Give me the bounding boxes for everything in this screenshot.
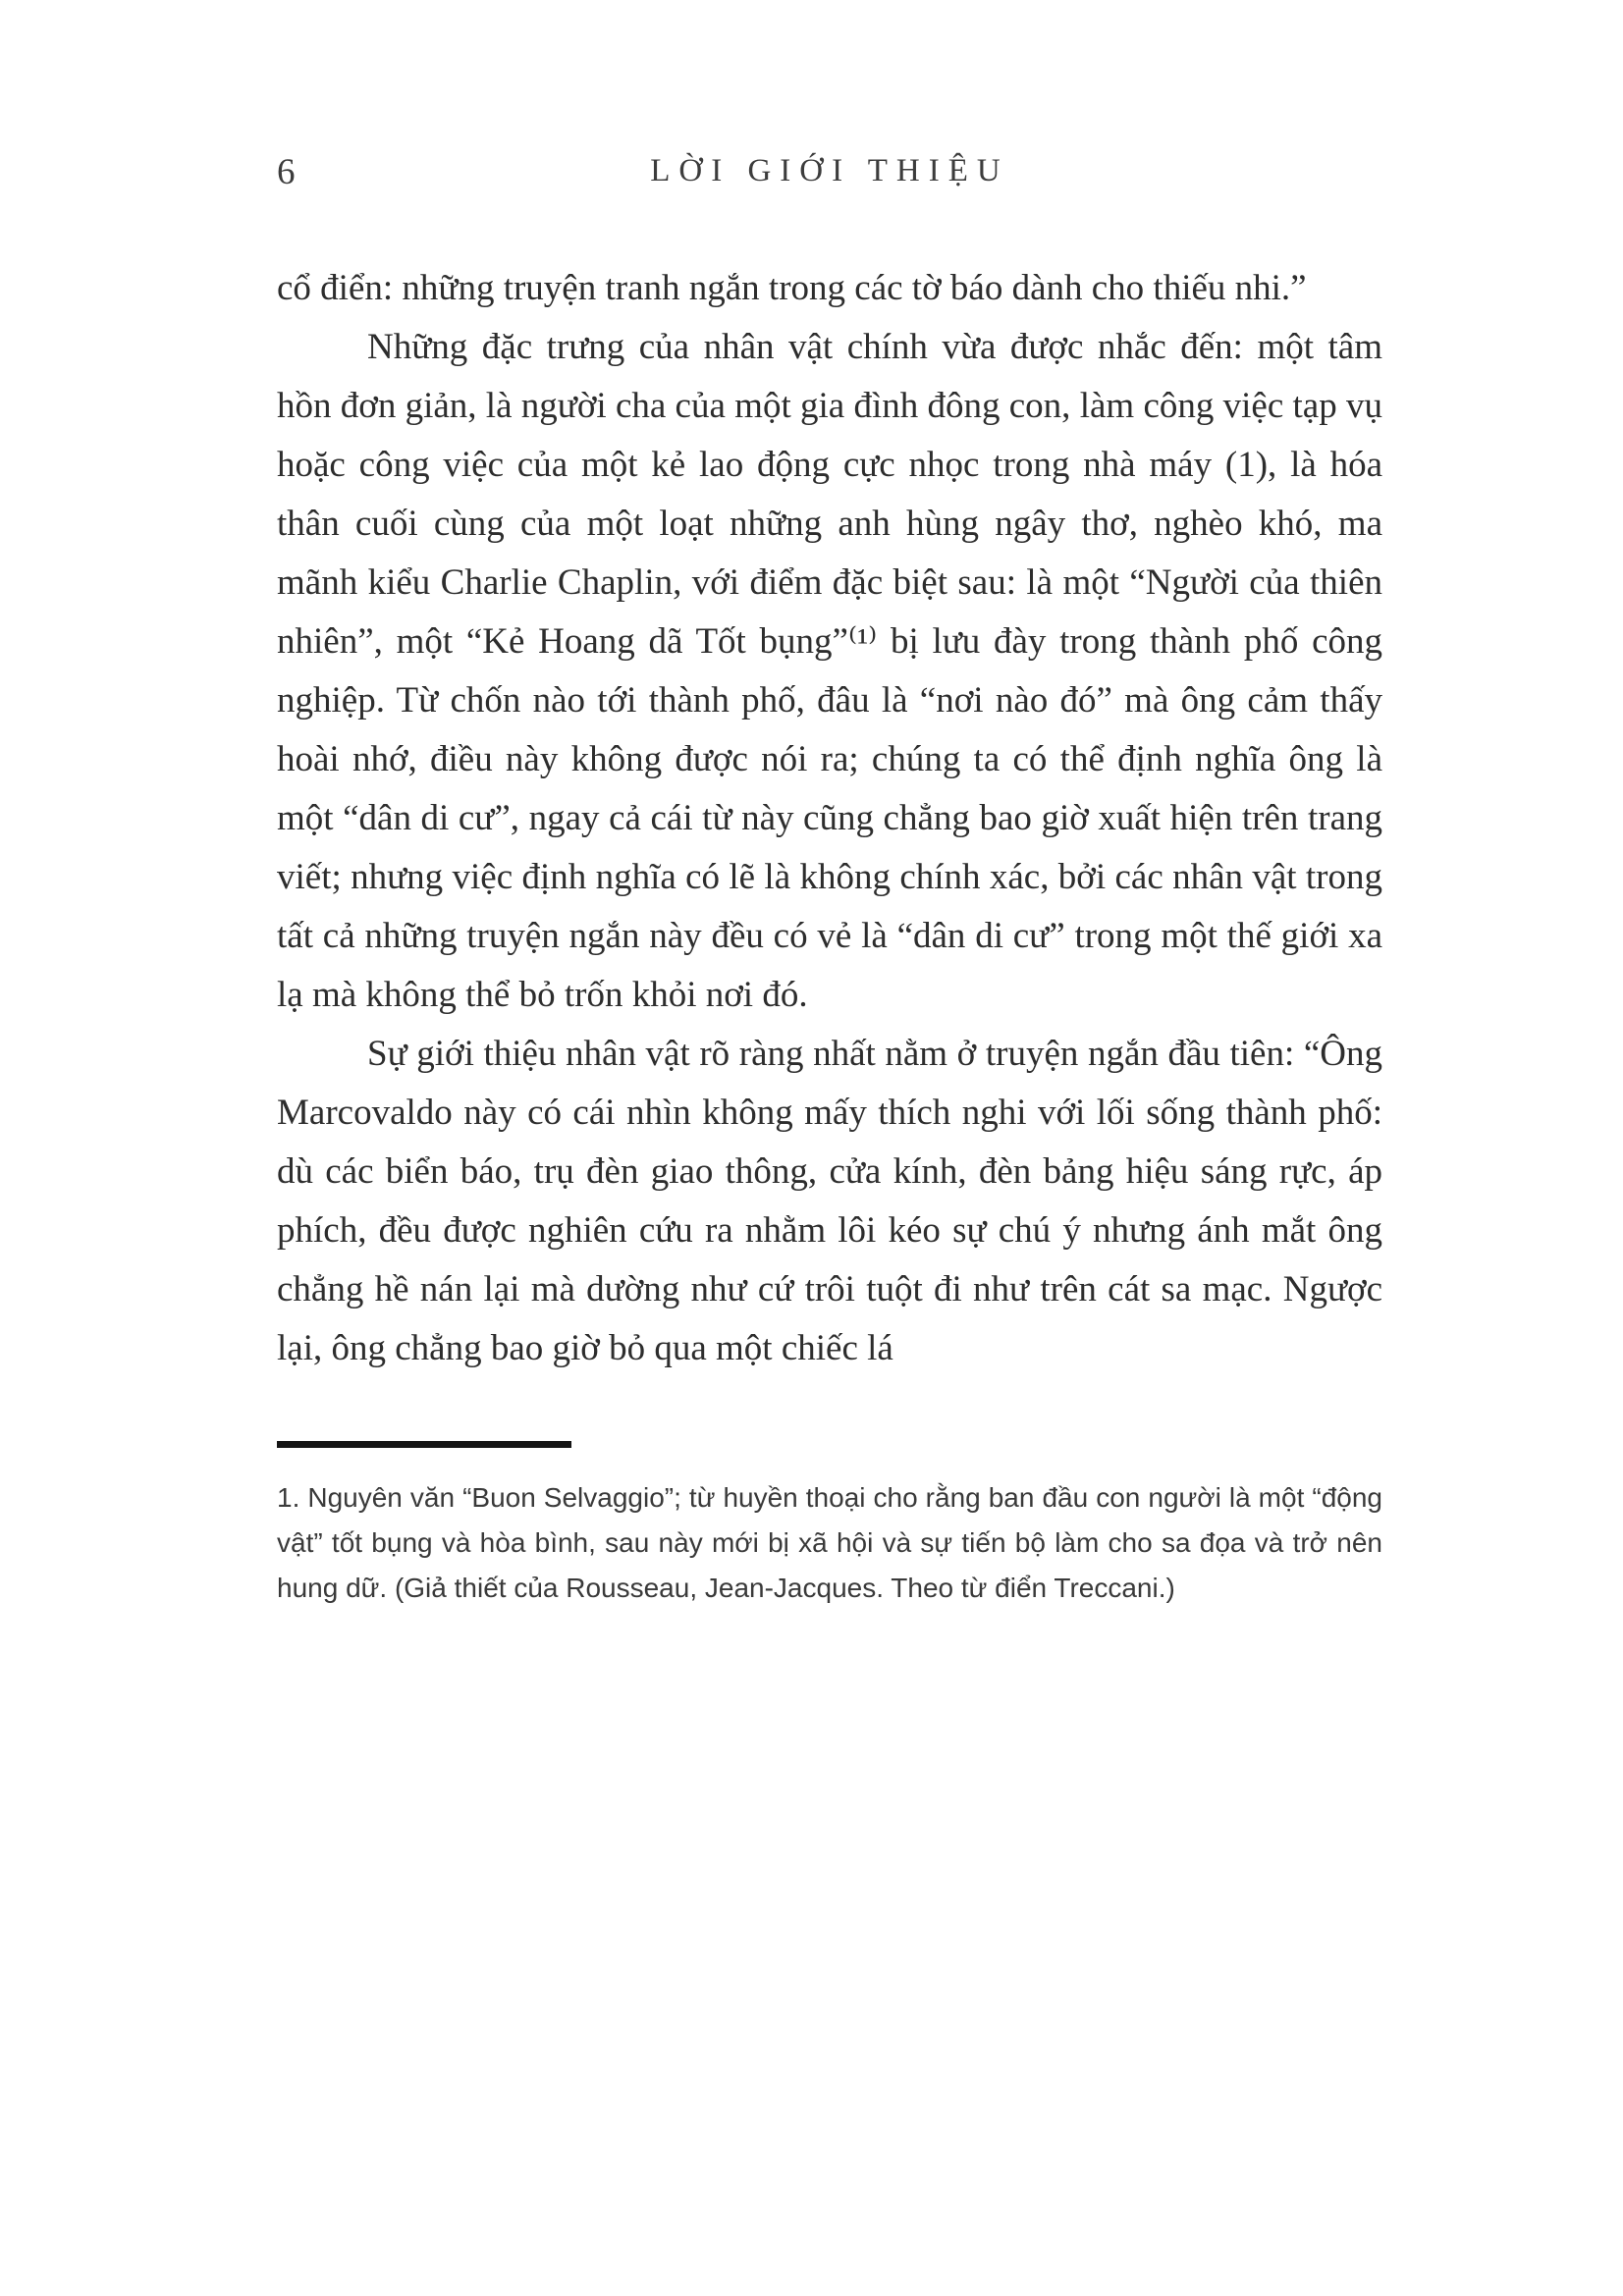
running-header-title: LỜI GIỚI THIỆU [650,153,1009,188]
footnote-separator-rule [277,1441,571,1448]
footnote-text: 1. Nguyên văn “Buon Selvaggio”; từ huyền thoại cho rằng ban đầu con người là một “động vật” tốt bụng và hòa bình, sau này mới bị xã hội và sự tiến bộ làm cho sa đọa và trở nên hung dữ. (Giả thiết của Rousseau, Jean-Jacques. Theo từ điển Treccani.) [277,1482,1382,1603]
page-number: 6 [277,152,296,192]
paragraph: Sự giới thiệu nhân vật rõ ràng nhất nằm ở truyện ngắn đầu tiên: “Ông Marcovaldo này có cái nhìn không mấy thích nghi với lối sống thành phố: dù các biển báo, trụ đèn giao thông, cửa kính, đèn bảng hiệu sáng rực, áp phích, đều được nghiên cứu ra nhằm lôi kéo sự chú ý nhưng ánh mắt ông chẳng hề nán lại mà dường như cứ trôi tuột đi như trên cát sa mạc. Ngược lại, ông chẳng bao giờ bỏ qua một chiếc lá [277,1034,1382,1368]
paragraph: cổ điển: những truyện tranh ngắn trong các tờ báo dành cho thiếu nhi.” [277,268,1307,308]
page-header [277,149,1382,196]
paragraph: Những đặc trưng của nhân vật chính vừa được nhắc đến: một tâm hồn đơn giản, là người cha của một gia đình đông con, làm công việc tạp vụ hoặc công việc của một kẻ lao động cực nhọc trong nhà máy (1), là hóa thân cuối cùng của một loạt những anh hùng ngây thơ, nghèo khó, ma mãnh kiểu Charlie Chaplin, với điểm đặc biệt sau: là một “Người của thiên nhiên”, một “Kẻ Hoang dã Tốt bụng”⁽¹⁾ bị lưu đày trong thành phố công nghiệp. Từ chốn nào tới thành phố, đâu là “nơi nào đó” mà ông cảm thấy hoài nhớ, điều này không được nói ra; chúng ta có thể định nghĩa ông là một “dân di cư”, ngay cả cái từ này cũng chẳng bao giờ xuất hiện trên trang viết; nhưng việc định nghĩa có lẽ là không chính xác, bởi các nhân vật trong tất cả những truyện ngắn này đều có vẻ là “dân di cư” trong một thế giới xa lạ mà không thể bỏ trốn khỏi nơi đó. [277,327,1382,1015]
body-text [277,259,1382,1378]
